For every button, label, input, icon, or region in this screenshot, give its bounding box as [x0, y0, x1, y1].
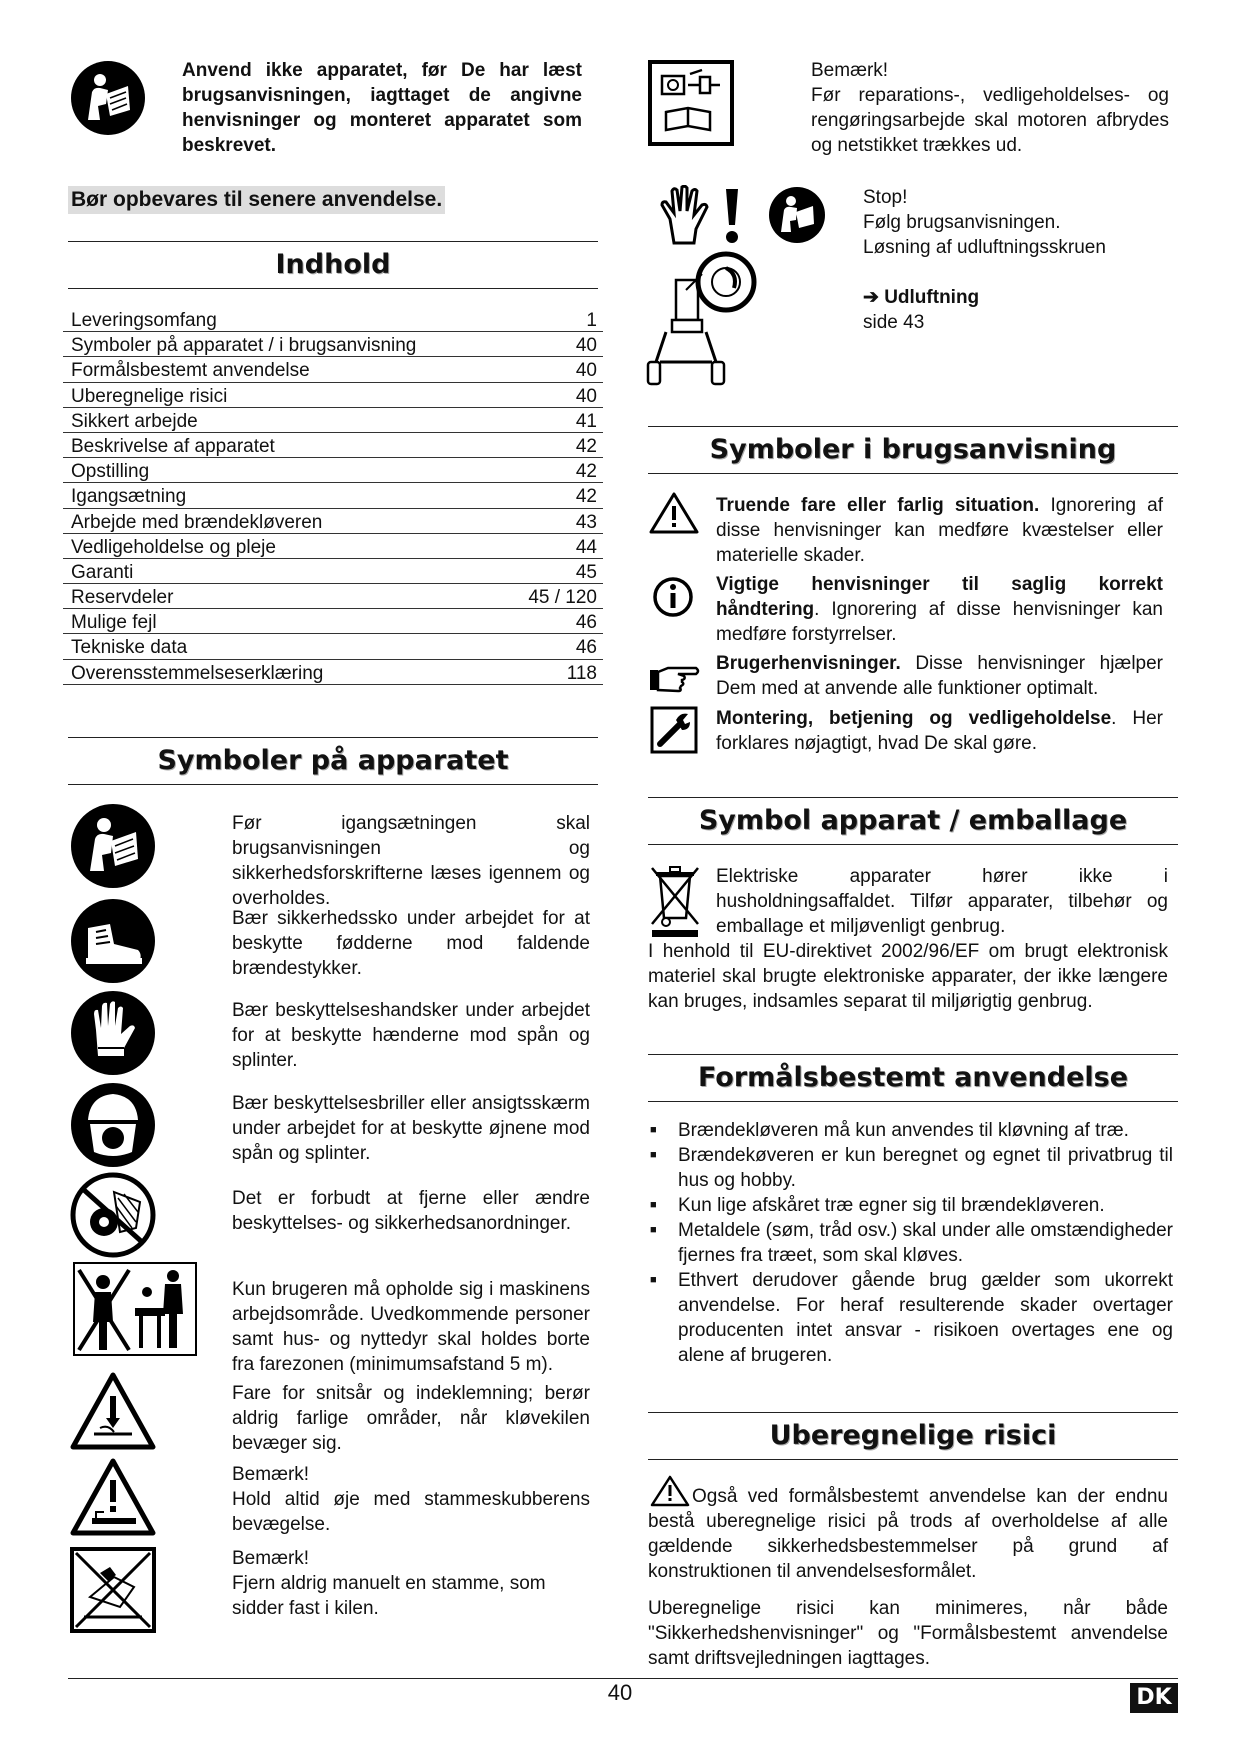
page-number: 40: [607, 1680, 633, 1705]
symbol-text-cut: Fare for snitsår og indeklemning; berør aldrig farlige områder, når kløvekilen bevæger sig.: [232, 1383, 590, 1454]
symbol-text-distance: Kun brugeren må opholde sig i maskinens arbejdsområde. Uvedkommende personer samt hus- og nyttedyr skal holdes borte fra farezonen (minimumsafstand 5 m).: [232, 1279, 590, 1375]
risks-text1: Også ved formålsbestemt anvendelse kan der endnu bestå uberegnelige risici på trods af overholdelse af alle gældende sikkerhedsbestemmelser på grund af konstruktionen til anvendelsesformålet.: [648, 1486, 1168, 1582]
keep-note: Bør opbevares til senere anvendelse.: [68, 186, 445, 214]
toc-row[interactable]: [63, 332, 603, 357]
toc-row[interactable]: [63, 433, 603, 458]
country-badge: DK: [1130, 1683, 1178, 1713]
note2-title: Bemærk!: [232, 1548, 310, 1569]
toc-label: Reservdeler: [71, 587, 174, 609]
footer-rule: [68, 1678, 1178, 1679]
wrench-icon: [650, 706, 698, 754]
stop-line1: Følg brugsanvisningen.: [863, 212, 1061, 233]
note1-text: Hold altid øje med stammeskubberens bevægelse.: [232, 1489, 590, 1535]
toc-label: Tekniske data: [71, 637, 188, 659]
symbols-manual-title: Symboler i brugsanvisning: [648, 426, 1178, 474]
tool-bold: Montering, betjening og vedligeholdelse: [716, 708, 1112, 729]
list-item: ■ Brændekøveren er kun beregnet og egnet til privatbrug til hus og hobby.: [648, 1143, 1173, 1193]
toc-page: 45: [575, 561, 597, 583]
toc-title: Indhold: [68, 241, 598, 289]
toc-row[interactable]: [63, 534, 603, 559]
toc-list: [63, 307, 603, 685]
symbol-text-shield: Bær beskyttelsesbriller eller ansigtsskærm under arbejdet for at beskytte øjnene mod spån og splinter.: [232, 1093, 590, 1164]
danger-bold: Truende fare eller farlig situation.: [716, 495, 1040, 516]
cut-hazard-icon: [70, 1372, 156, 1450]
toc-row[interactable]: [63, 609, 603, 634]
toc-label: Sikkert arbejde: [71, 410, 198, 432]
stop-title: Stop!: [863, 187, 908, 208]
symbols-device-title: Symboler på apparatet: [68, 737, 598, 785]
toc-page: 46: [575, 612, 597, 634]
symbol-text-shoes: Bær sikkerhedssko under arbejdet for at beskytte fødderne mod faldende brændestykker.: [232, 908, 590, 979]
list-item: ■ Metaldele (søm, tråd osv.) skal under alle omstændigheder fjernes fra træet, som skal kløves.: [648, 1218, 1173, 1268]
toc-row[interactable]: [63, 357, 603, 382]
toc-row[interactable]: [63, 307, 603, 332]
tool-rest: . Her forklares nøjagtigt, hvad De skal gøre.: [716, 708, 1163, 754]
stop-hand-icon: [656, 185, 714, 245]
weee-bin-icon: [648, 862, 702, 938]
exclamation-icon: [722, 187, 742, 245]
toc-row[interactable]: [63, 483, 603, 508]
packaging-title: Symbol apparat / emballage: [648, 797, 1178, 845]
right-note-title: Bemærk!: [811, 60, 889, 81]
read-manual-icon: [70, 803, 156, 889]
toc-page: 40: [575, 335, 597, 357]
safety-shoe-icon: [70, 898, 156, 984]
toc-label: Beskrivelse af apparatet: [71, 435, 275, 457]
list-item: ■ Kun lige afskåret træ egner sig til brændekløveren.: [648, 1193, 1173, 1218]
tool-text: [716, 706, 1163, 756]
symbol-text-gloves: Bær beskyttelseshandsker under arbejdet for at beskytte hænderne mod spån og splinter.: [232, 1000, 590, 1071]
toc-label: Overensstemmelseserklæring: [71, 662, 324, 684]
toc-label: Leveringsomfang: [71, 310, 217, 331]
right-note-text: Før reparations-, vedligeholdelses- og rengøringsarbejde skal motoren afbrydes og netstikket trækkes ud.: [811, 85, 1169, 156]
hint-rest: Disse henvisninger hjælper Dem med at anvende alle funktioner optimalt.: [716, 653, 1163, 699]
toc-row[interactable]: [63, 634, 603, 659]
info-bold: Vigtige henvisninger til saglig korrekt håndtering: [716, 574, 1163, 620]
intended-use-list: [648, 1118, 1173, 1368]
vent-link[interactable]: [863, 285, 979, 310]
read-manual-icon: [70, 60, 146, 136]
list-item: ■ Brændekløveren må kun anvendes til kløvning af træ.: [648, 1118, 1173, 1143]
toc-label: Mulige fejl: [71, 612, 157, 634]
toc-page: 118: [566, 662, 597, 684]
toc-row[interactable]: [63, 559, 603, 584]
toc-label: Garanti: [71, 561, 134, 583]
toc-row[interactable]: [63, 458, 603, 483]
vent-link-page: side 43: [863, 312, 925, 333]
info-rest: . Ignorering af disse henvisninger kan medføre forstyrrelser.: [716, 599, 1163, 645]
info-icon: [652, 576, 694, 618]
toc-page: 46: [575, 637, 597, 659]
toc-row[interactable]: [63, 509, 603, 534]
toc-label: Arbejde med brændekløveren: [71, 511, 323, 533]
stop-line2: Løsning af udluftningsskruen: [863, 237, 1106, 258]
toc-label: Opstilling: [71, 461, 150, 483]
toc-row[interactable]: [63, 408, 603, 433]
hint-bold: Brugerhenvisninger.: [716, 653, 901, 674]
toc-page: 41: [575, 410, 597, 432]
toc-label: Vedligeholdelse og pleje: [71, 536, 276, 558]
danger-rest: Ignorering af disse henvisninger kan medføre kvæstelser eller materielle skader.: [716, 495, 1163, 566]
symbol-text-read-manual: Før igangsætningen skal brugsanvisningen og sikkerhedsforskrifterne læses igennem og overholdes.: [232, 813, 590, 909]
toc-page: 43: [575, 511, 597, 533]
pusher-warning-icon: [70, 1458, 156, 1536]
list-item: ■ Ethvert derudover gående brug gælder som ukorrekt anvendelse. For heraf resulterende skader overtager producenten intet ansvar - risikoen overtages ene og alene af brugeren.: [648, 1268, 1173, 1368]
risks-title: Uberegnelige risici: [648, 1412, 1178, 1460]
unplug-manual-icon: [648, 60, 734, 146]
vent-link-label: Udluftning: [884, 287, 980, 308]
no-guard-removal-icon: [70, 1172, 156, 1258]
danger-text: [716, 493, 1163, 568]
pointing-hand-icon: [648, 662, 700, 694]
warning-triangle-icon: [648, 491, 700, 535]
toc-row[interactable]: [63, 584, 603, 609]
toc-page: 42: [575, 486, 597, 508]
hint-text: [716, 651, 1163, 701]
note2-text: Fjern aldrig manuelt en stamme, som sidder fast i kilen.: [232, 1573, 546, 1619]
toc-row[interactable]: [63, 383, 603, 408]
keep-distance-icon: [73, 1262, 197, 1356]
arrow-right-icon: ➔: [863, 287, 879, 308]
toc-page: 42: [575, 461, 597, 483]
packaging-text2: I henhold til EU-direktivet 2002/96/EF om brugt elektronisk materiel skal brugte elektroniske apparater, der ikke længere kan bruges, indsamles separat til miljørigtig genbrug.: [648, 941, 1168, 1012]
info-text: [716, 572, 1163, 647]
toc-page: 40: [575, 385, 597, 407]
toc-label: Formålsbestemt anvendelse: [71, 360, 310, 382]
toc-label: Symboler på apparatet / i brugsanvisning: [71, 335, 417, 357]
toc-page: 42: [575, 435, 597, 457]
intro-warning: Anvend ikke apparatet, før De har læst brugsanvisningen, iagttaget de angivne henvisninger og monteret apparatet som beskrevet.: [182, 60, 582, 156]
intended-use-title: Formålsbestemt anvendelse: [648, 1054, 1178, 1102]
log-splitter-vent-icon: [646, 250, 760, 386]
no-manual-removal-icon: [70, 1547, 156, 1633]
face-shield-icon: [70, 1082, 156, 1168]
toc-page: 44: [575, 536, 597, 558]
risks-text2: Uberegnelige risici kan minimeres, når både "Sikkerhedshenvisninger" og "Formålsbestemt anvendelse samt driftsvejledningen iagttages.: [648, 1598, 1168, 1669]
toc-page: 40: [575, 360, 597, 382]
read-manual-icon: [768, 186, 826, 244]
toc-page: 1: [586, 310, 597, 331]
toc-label: Igangsætning: [71, 486, 187, 508]
toc-row[interactable]: [63, 660, 603, 685]
gloves-icon: [70, 990, 156, 1076]
symbol-text-guards: Det er forbudt at fjerne eller ændre beskyttelses- og sikkerhedsanordninger.: [232, 1188, 590, 1234]
packaging-text1: Elektriske apparater hører ikke i husholdningsaffaldet. Tilfør apparater, tilbehør og emballage et miljøvenligt genbrug.: [716, 866, 1168, 937]
toc-page: 45 / 120: [528, 587, 597, 609]
note1-title: Bemærk!: [232, 1464, 310, 1485]
toc-label: Uberegnelige risici: [71, 385, 228, 407]
